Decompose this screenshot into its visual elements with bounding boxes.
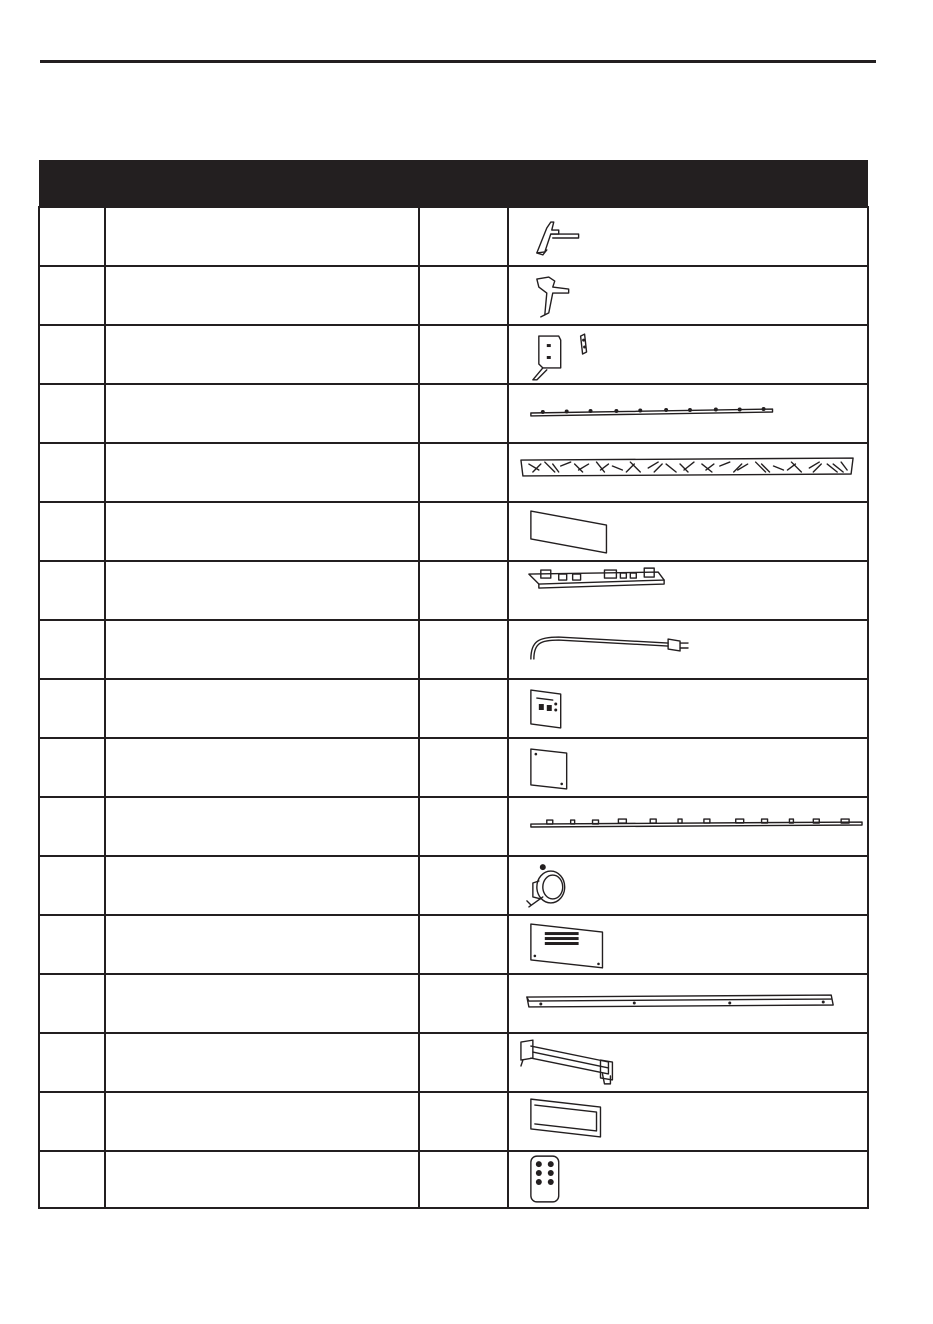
part-image-cell (508, 502, 868, 561)
table-row (39, 915, 868, 974)
leg-bracket-right-icon (509, 267, 867, 324)
part-description (105, 620, 419, 679)
mounting-rail-icon (509, 975, 867, 1032)
parts-list-table (38, 160, 869, 1209)
wall-bracket-and-clip-icon (509, 326, 867, 383)
part-quantity (419, 679, 508, 738)
flame-rotisserie-icon (509, 1034, 867, 1091)
part-quantity (419, 1033, 508, 1092)
part-image-cell (508, 974, 868, 1033)
leg-bracket-left-icon (509, 208, 867, 265)
part-description (105, 679, 419, 738)
part-quantity (419, 561, 508, 620)
table-row (39, 502, 868, 561)
part-number (39, 738, 105, 797)
part-number (39, 384, 105, 443)
part-number (39, 207, 105, 266)
table-row (39, 1092, 868, 1151)
glass-panel-icon (509, 503, 867, 560)
part-quantity (419, 207, 508, 266)
part-description (105, 915, 419, 974)
part-number (39, 679, 105, 738)
part-image-cell (508, 620, 868, 679)
part-image-cell (508, 266, 868, 325)
table-row (39, 620, 868, 679)
part-description (105, 325, 419, 384)
table-row (39, 1033, 868, 1092)
part-image-cell (508, 1151, 868, 1208)
part-description (105, 502, 419, 561)
part-description (105, 1092, 419, 1151)
table-row (39, 207, 868, 266)
part-number (39, 915, 105, 974)
part-image-cell (508, 915, 868, 974)
part-number (39, 1151, 105, 1208)
part-description (105, 561, 419, 620)
part-description (105, 207, 419, 266)
part-quantity (419, 502, 508, 561)
table-row (39, 325, 868, 384)
part-number (39, 974, 105, 1033)
flame-motor-icon (509, 857, 867, 914)
part-quantity (419, 738, 508, 797)
part-description (105, 856, 419, 915)
part-image-cell (508, 443, 868, 502)
header-description (105, 160, 419, 207)
table-row (39, 384, 868, 443)
part-description (105, 1033, 419, 1092)
part-image-cell (508, 561, 868, 620)
table-row (39, 679, 868, 738)
part-quantity (419, 620, 508, 679)
part-image-cell (508, 679, 868, 738)
part-quantity (419, 266, 508, 325)
remote-control-icon (509, 1152, 867, 1207)
part-description (105, 266, 419, 325)
part-description (105, 974, 419, 1033)
crystal-ember-bed-icon (509, 444, 867, 501)
part-image-cell (508, 1033, 868, 1092)
top-rule (40, 60, 876, 63)
part-number (39, 325, 105, 384)
table-row (39, 856, 868, 915)
part-quantity (419, 325, 508, 384)
long-led-strip-icon (509, 798, 867, 855)
power-cord-icon (509, 621, 867, 678)
part-description (105, 443, 419, 502)
part-image-cell (508, 1092, 868, 1151)
part-quantity (419, 1151, 508, 1208)
header-no (39, 160, 105, 207)
part-quantity (419, 1092, 508, 1151)
part-description (105, 797, 419, 856)
table-row (39, 797, 868, 856)
part-image-cell (508, 797, 868, 856)
part-quantity (419, 856, 508, 915)
part-image-cell (508, 738, 868, 797)
part-image-cell (508, 856, 868, 915)
part-description (105, 384, 419, 443)
part-quantity (419, 443, 508, 502)
part-number (39, 856, 105, 915)
header-image (508, 160, 868, 207)
control-circuit-board-icon (509, 680, 867, 737)
table-row (39, 443, 868, 502)
part-number (39, 443, 105, 502)
table-header-row (39, 160, 868, 207)
part-number (39, 797, 105, 856)
part-image-cell (508, 384, 868, 443)
heater-panel-icon (509, 916, 867, 973)
led-light-strip-icon (509, 385, 867, 442)
part-quantity (419, 974, 508, 1033)
table-row (39, 738, 868, 797)
part-description (105, 738, 419, 797)
table-row (39, 974, 868, 1033)
part-quantity (419, 797, 508, 856)
table-row (39, 266, 868, 325)
table-row (39, 561, 868, 620)
control-board-strip-icon (509, 562, 867, 619)
table-row (39, 1151, 868, 1208)
part-quantity (419, 915, 508, 974)
part-number (39, 620, 105, 679)
part-quantity (419, 384, 508, 443)
part-image-cell (508, 207, 868, 266)
part-image-cell (508, 325, 868, 384)
part-number (39, 266, 105, 325)
part-number (39, 1092, 105, 1151)
header-qty (419, 160, 508, 207)
part-description (105, 1151, 419, 1208)
part-number (39, 1033, 105, 1092)
small-cover-plate-icon (509, 739, 867, 796)
part-number (39, 502, 105, 561)
reflector-panel-icon (509, 1093, 867, 1150)
part-number (39, 561, 105, 620)
